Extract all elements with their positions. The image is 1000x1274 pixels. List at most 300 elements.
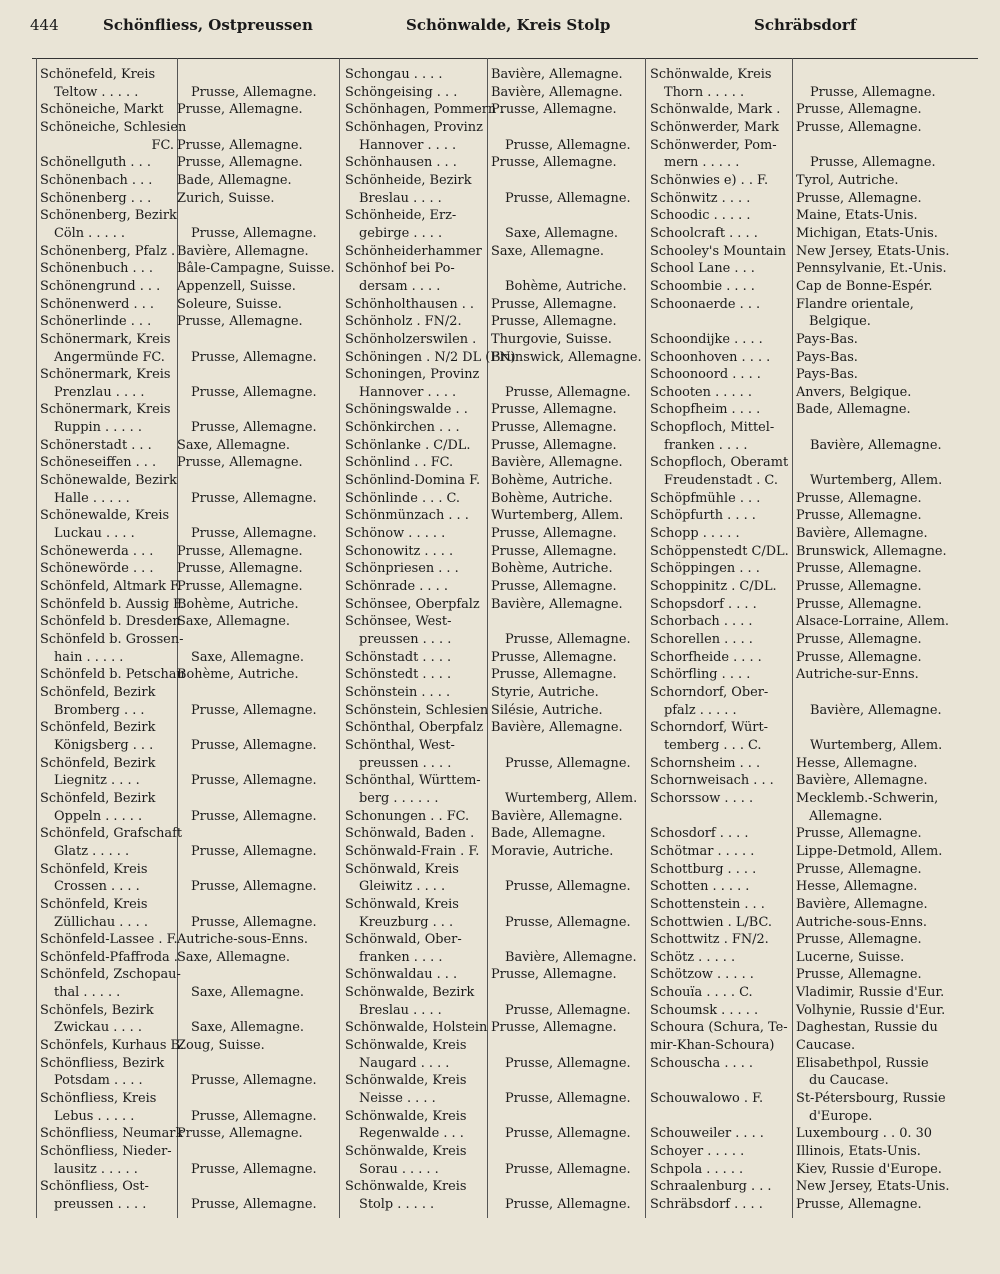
country-name: Prusse, Allemagne. bbox=[505, 190, 631, 206]
page-number: 444 bbox=[30, 16, 59, 34]
gazetteer-entry bbox=[40, 649, 351, 667]
country-name bbox=[174, 896, 337, 914]
country-name bbox=[793, 66, 944, 84]
gazetteer-entry bbox=[650, 772, 958, 790]
gazetteer-entry bbox=[650, 225, 958, 243]
country-name: Mecklemb.-Schwerin, bbox=[796, 790, 939, 806]
gazetteer-entry bbox=[345, 154, 660, 172]
country-name: Bohème, Autriche. bbox=[491, 473, 613, 489]
place-name: Schönfliess, Kreis bbox=[40, 1091, 157, 1107]
country-name: Thurgovie, Suisse. bbox=[491, 331, 612, 347]
country-name: Saxe, Allemagne. bbox=[505, 225, 618, 241]
country-name: Luxembourg . . 0. 30 bbox=[796, 1126, 932, 1142]
place-name: Schönfeld, Bezirk bbox=[40, 684, 156, 700]
country-name bbox=[488, 119, 646, 137]
gazetteer-entry bbox=[650, 278, 958, 296]
country-name: Prusse, Allemagne. bbox=[796, 967, 922, 983]
country-name: Prusse, Allemagne. bbox=[491, 420, 617, 436]
gazetteer-entry bbox=[345, 1161, 660, 1179]
place-name: franken . . . . bbox=[359, 949, 443, 965]
place-name: Hannover . . . . bbox=[359, 137, 457, 153]
country-name: Prusse, Allemagne. bbox=[491, 102, 617, 118]
country-name: Prusse, Allemagne. bbox=[177, 561, 303, 577]
country-name: Bavière, Allemagne. bbox=[491, 84, 623, 100]
country-name: Prusse, Allemagne. bbox=[505, 1055, 631, 1071]
place-name: Schönfeld, Bezirk bbox=[40, 790, 156, 806]
gazetteer-entry bbox=[650, 825, 958, 843]
country-name: Prusse, Allemagne. bbox=[505, 384, 631, 400]
country-name: Saxe, Allemagne. bbox=[177, 437, 290, 453]
gazetteer-entry bbox=[40, 66, 351, 84]
place-name: Potsdam . . . . bbox=[54, 1073, 143, 1089]
place-name: Schonowitz . . . . bbox=[345, 543, 454, 559]
place-name: Schönenbach . . . bbox=[40, 172, 153, 188]
gazetteer-entry bbox=[345, 137, 660, 155]
country-name: Prusse, Allemagne. bbox=[191, 526, 317, 542]
country-name: Bade, Allemagne. bbox=[491, 826, 606, 842]
gazetteer-entry bbox=[40, 808, 351, 826]
country-name: Allemagne. bbox=[809, 808, 883, 824]
gazetteer-entry bbox=[40, 1125, 351, 1143]
gazetteer-entry bbox=[650, 243, 958, 261]
place-name bbox=[650, 808, 793, 826]
gazetteer-entry bbox=[345, 737, 660, 755]
place-name bbox=[650, 313, 793, 331]
place-name: Crossen . . . . bbox=[54, 879, 140, 895]
country-name: Bohème, Autriche. bbox=[491, 561, 613, 577]
place-name: Schötzow . . . . . bbox=[650, 967, 754, 983]
country-name: Soleure, Suisse. bbox=[177, 296, 282, 312]
place-name: Schönfeld b. Dresden bbox=[40, 614, 181, 630]
page-header bbox=[30, 16, 980, 46]
country-name: Prusse, Allemagne. bbox=[191, 84, 317, 100]
gazetteer-entry bbox=[650, 331, 958, 349]
place-name: Schraalenburg . . . bbox=[650, 1179, 772, 1195]
country-name: Prusse, Allemagne. bbox=[810, 155, 936, 171]
place-name: Schönlind-Domina F. bbox=[345, 473, 481, 489]
gazetteer-entry bbox=[345, 207, 660, 225]
gazetteer-entry bbox=[650, 896, 958, 914]
gazetteer-entry bbox=[345, 560, 660, 578]
place-name: Schönwalde, Kreis bbox=[345, 1144, 467, 1160]
country-name: Saxe, Allemagne. bbox=[191, 649, 304, 665]
country-name: Prusse, Allemagne. bbox=[796, 579, 922, 595]
gazetteer-entry bbox=[345, 313, 660, 331]
country-name bbox=[174, 119, 337, 137]
place-name: Schorssow . . . . bbox=[650, 790, 754, 806]
place-name: Schönmünzach . . . bbox=[345, 508, 469, 524]
place-name: Schouïa . . . . C. bbox=[650, 985, 753, 1001]
gazetteer-entry bbox=[40, 84, 351, 102]
gazetteer-entry bbox=[650, 1037, 958, 1055]
gazetteer-entry bbox=[345, 649, 660, 667]
country-name: Tyrol, Autriche. bbox=[796, 172, 899, 188]
gazetteer-entry bbox=[650, 437, 958, 455]
place-name: Schottwien . L/BC. bbox=[650, 914, 772, 930]
place-name bbox=[650, 1108, 793, 1126]
place-name: temberg . . . C. bbox=[664, 737, 762, 753]
place-name: hain . . . . . bbox=[54, 649, 124, 665]
country-name: Prusse, Allemagne. bbox=[796, 649, 922, 665]
gazetteer-entry bbox=[650, 543, 958, 561]
country-name: Prusse, Allemagne. bbox=[491, 1020, 617, 1036]
place-name: Schönenberg, Bezirk bbox=[40, 208, 177, 224]
gazetteer-entry bbox=[40, 454, 351, 472]
gazetteer-entry bbox=[345, 101, 660, 119]
country-name bbox=[793, 137, 944, 155]
place-name: Schöneiche, Schlesien bbox=[40, 119, 187, 135]
gazetteer-entry bbox=[650, 1178, 958, 1196]
header-center-guide-word: Schönwalde, Kreis Stolp bbox=[406, 16, 611, 34]
gazetteer-entry bbox=[345, 419, 660, 437]
place-name: Schoodic . . . . . bbox=[650, 208, 751, 224]
country-name: Anvers, Belgique. bbox=[796, 384, 912, 400]
gazetteer-entry bbox=[650, 843, 958, 861]
gazetteer-entry bbox=[345, 949, 660, 967]
country-name bbox=[174, 1055, 337, 1073]
place-name: Schönwalde, Kreis bbox=[345, 1038, 467, 1054]
place-name: Bromberg . . . bbox=[54, 702, 145, 718]
gazetteer-entry bbox=[40, 613, 351, 631]
place-name: Schönermark, Kreis bbox=[40, 367, 171, 383]
gazetteer-entry bbox=[40, 1196, 351, 1214]
header-left-guide-word: Schönfliess, Ostpreussen bbox=[103, 16, 313, 34]
gazetteer-entry bbox=[40, 507, 351, 525]
country-name: Prusse, Allemagne. bbox=[177, 543, 303, 559]
gazetteer-entry bbox=[40, 684, 351, 702]
place-name: Schönerstadt . . . bbox=[40, 437, 152, 453]
country-name: Prusse, Allemagne. bbox=[177, 314, 303, 330]
country-name: Prusse, Allemagne. bbox=[505, 1002, 631, 1018]
country-name bbox=[174, 966, 337, 984]
country-name: Prusse, Allemagne. bbox=[177, 1126, 303, 1142]
gazetteer-entry bbox=[345, 755, 660, 773]
country-name: Prusse, Allemagne. bbox=[191, 737, 317, 753]
place-name: Schönfels, Bezirk bbox=[40, 1002, 154, 1018]
country-name: Wurtemberg, Allem. bbox=[505, 790, 638, 806]
gazetteer-entry bbox=[650, 119, 958, 137]
gazetteer-entry bbox=[40, 578, 351, 596]
country-name: Prusse, Allemagne. bbox=[491, 526, 617, 542]
place-name: Schönfels, Kurhaus B. bbox=[40, 1038, 185, 1054]
country-name: Wurtemberg, Allem. bbox=[810, 737, 943, 753]
place-name: Schönenberg, Pfalz . bbox=[40, 243, 176, 259]
country-name: d'Europe. bbox=[809, 1108, 873, 1124]
place-name: Breslau . . . . bbox=[359, 1002, 442, 1018]
country-name bbox=[174, 1002, 337, 1020]
gazetteer-entry bbox=[40, 1161, 351, 1179]
gazetteer-column-3 bbox=[650, 66, 958, 1214]
gazetteer-entry bbox=[650, 1090, 958, 1108]
place-name: Liegnitz . . . . bbox=[54, 773, 140, 789]
place-name: Schönholzerswilen . bbox=[345, 331, 477, 347]
gazetteer-entry bbox=[40, 419, 351, 437]
place-name: Naugard . . . . bbox=[359, 1055, 450, 1071]
place-name: Schönfeld-Pfaffroda . bbox=[40, 949, 178, 965]
place-name: Schongau . . . . bbox=[345, 67, 443, 82]
place-name: Schönfeld b. Petschau bbox=[40, 667, 185, 683]
gazetteer-entry bbox=[345, 543, 660, 561]
place-name: Schönstadt . . . . bbox=[345, 649, 452, 665]
place-name: Schönhof bei Po- bbox=[345, 261, 455, 277]
place-name: Schönfeld, Zschopau- bbox=[40, 967, 181, 983]
place-name: Schönhausen . . . bbox=[345, 155, 457, 171]
place-name: Schönpriesen . . . bbox=[345, 561, 459, 577]
place-name: Königsberg . . . bbox=[54, 737, 154, 753]
gazetteer-entry bbox=[650, 649, 958, 667]
gazetteer-entry bbox=[40, 1108, 351, 1126]
country-name bbox=[174, 755, 337, 773]
country-name bbox=[488, 1143, 646, 1161]
country-name: Bohème, Autriche. bbox=[491, 490, 613, 506]
place-name: Schönlanke . C/DL. bbox=[345, 437, 471, 453]
place-name: Schoonaerde . . . bbox=[650, 296, 761, 312]
gazetteer-column-1 bbox=[40, 66, 351, 1214]
country-name bbox=[174, 401, 337, 419]
gazetteer-entry bbox=[650, 419, 958, 437]
gazetteer-entry bbox=[345, 861, 660, 879]
gazetteer-entry bbox=[40, 666, 351, 684]
gazetteer-entry bbox=[40, 878, 351, 896]
country-name: Silésie, Autriche. bbox=[491, 702, 603, 718]
country-name bbox=[793, 719, 944, 737]
place-name: Schönengrund . . . bbox=[40, 278, 161, 294]
place-name: Schönfliess, Neumark bbox=[40, 1126, 184, 1142]
place-name: Schönheiderhammer bbox=[345, 243, 482, 259]
place-name: Thorn . . . . . bbox=[664, 84, 745, 100]
gazetteer-entry bbox=[650, 560, 958, 578]
gazetteer-entry bbox=[345, 1002, 660, 1020]
country-name: Zurich, Suisse. bbox=[177, 190, 275, 206]
country-name: Prusse, Allemagne. bbox=[491, 155, 617, 171]
place-name: Schpola . . . . . bbox=[650, 1161, 744, 1177]
place-name: Sorau . . . . . bbox=[359, 1161, 439, 1177]
country-name: St-Pétersbourg, Russie bbox=[796, 1091, 946, 1107]
country-name: Bavière, Allemagne. bbox=[491, 596, 623, 612]
country-name: Bohème, Autriche. bbox=[177, 596, 299, 612]
gazetteer-entry bbox=[650, 578, 958, 596]
gazetteer-entry bbox=[345, 1072, 660, 1090]
gazetteer-entry bbox=[345, 1178, 660, 1196]
place-name: Schoppinitz . C/DL. bbox=[650, 579, 777, 595]
country-name: New Jersey, Etats-Unis. bbox=[796, 1179, 950, 1195]
place-name: Schönfeld b. Grossen- bbox=[40, 632, 184, 647]
gazetteer-entry bbox=[40, 719, 351, 737]
gazetteer-entry bbox=[345, 490, 660, 508]
gazetteer-entry bbox=[345, 1037, 660, 1055]
place-name: Hannover . . . . bbox=[359, 384, 457, 400]
country-name bbox=[174, 66, 337, 84]
gazetteer-entry bbox=[345, 437, 660, 455]
place-name: Kreuzburg . . . bbox=[359, 914, 454, 930]
country-name bbox=[488, 772, 646, 790]
gazetteer-entry bbox=[345, 931, 660, 949]
country-name: Hesse, Allemagne. bbox=[796, 879, 918, 895]
country-name: Elisabethpol, Russie bbox=[796, 1055, 929, 1071]
gazetteer-entry bbox=[40, 772, 351, 790]
place-name: Schönfliess, Ost- bbox=[40, 1179, 149, 1195]
country-name: New Jersey, Etats-Unis. bbox=[796, 243, 950, 259]
place-name: Schoonhoven . . . . bbox=[650, 349, 771, 365]
place-name: Schönthal, West- bbox=[345, 737, 455, 753]
country-name: Prusse, Allemagne. bbox=[505, 1161, 631, 1177]
country-name: Alsace-Lorraine, Allem. bbox=[796, 614, 950, 630]
place-name: Oppeln . . . . . bbox=[54, 808, 143, 824]
place-name: Schräbsdorf . . . . bbox=[650, 1197, 763, 1212]
country-name: Autriche-sous-Enns. bbox=[796, 914, 927, 930]
gazetteer-entry bbox=[650, 1161, 958, 1179]
gazetteer-entry bbox=[650, 260, 958, 278]
gazetteer-entry bbox=[40, 119, 351, 137]
gazetteer-entry bbox=[650, 596, 958, 614]
country-name: Saxe, Allemagne. bbox=[177, 614, 290, 630]
place-name: Schönwalde, Kreis bbox=[345, 1108, 467, 1124]
gazetteer-entry bbox=[40, 207, 351, 225]
gazetteer-entry bbox=[345, 296, 660, 314]
gazetteer-entry bbox=[40, 401, 351, 419]
place-name: Schönheide, Bezirk bbox=[345, 172, 472, 188]
country-name: Zoug, Suisse. bbox=[177, 1038, 265, 1054]
gazetteer-entry bbox=[40, 949, 351, 967]
country-name bbox=[488, 1178, 646, 1196]
country-name: Bavière, Allemagne. bbox=[810, 437, 942, 453]
place-name: Cöln . . . . . bbox=[54, 225, 126, 241]
gazetteer-entry bbox=[650, 296, 958, 314]
gazetteer-entry bbox=[650, 154, 958, 172]
gazetteer-entry bbox=[650, 666, 958, 684]
place-name: Neisse . . . . bbox=[359, 1091, 436, 1107]
country-name: du Caucase. bbox=[809, 1073, 889, 1089]
gazetteer-entry bbox=[650, 1125, 958, 1143]
gazetteer-entry bbox=[40, 1090, 351, 1108]
place-name: mir-Khan-Schoura) bbox=[650, 1038, 775, 1054]
place-name: gebirge . . . . bbox=[359, 225, 443, 241]
gazetteer-entry bbox=[40, 702, 351, 720]
column-divider bbox=[36, 58, 37, 1218]
country-name: Bavière, Allemagne. bbox=[491, 808, 623, 824]
gazetteer-entry bbox=[40, 384, 351, 402]
gazetteer-entry bbox=[40, 260, 351, 278]
gazetteer-entry bbox=[650, 631, 958, 649]
place-name: thal . . . . . bbox=[54, 985, 121, 1001]
gazetteer-entry bbox=[650, 861, 958, 879]
country-name: Wurtemberg, Allem. bbox=[491, 508, 624, 524]
place-name: Schönellguth . . . bbox=[40, 155, 151, 171]
place-name: Schönfeld b. Aussig F. bbox=[40, 596, 185, 612]
gazetteer-entry bbox=[650, 737, 958, 755]
gazetteer-entry bbox=[40, 914, 351, 932]
gazetteer-entry bbox=[345, 966, 660, 984]
country-name bbox=[174, 472, 337, 490]
gazetteer-entry bbox=[650, 702, 958, 720]
place-name: Schönwalde, Kreis bbox=[345, 1073, 467, 1089]
gazetteer-entry bbox=[345, 914, 660, 932]
country-name: Saxe, Allemagne. bbox=[191, 1020, 304, 1036]
gazetteer-entry bbox=[650, 1072, 958, 1090]
country-name: Prusse, Allemagne. bbox=[491, 314, 617, 330]
gazetteer-entry bbox=[650, 172, 958, 190]
place-name: Breslau . . . . bbox=[359, 190, 442, 206]
country-name: Prusse, Allemagne. bbox=[796, 826, 922, 842]
gazetteer-entry bbox=[40, 225, 351, 243]
place-name bbox=[650, 1072, 793, 1090]
gazetteer-entry bbox=[40, 896, 351, 914]
gazetteer-entry bbox=[650, 507, 958, 525]
country-name: Bade, Allemagne. bbox=[177, 172, 292, 188]
country-name bbox=[174, 1143, 337, 1161]
place-name: Schönhagen, Provinz bbox=[345, 119, 483, 135]
gazetteer-entry bbox=[650, 1108, 958, 1126]
gazetteer-entry bbox=[650, 472, 958, 490]
country-name: Prusse, Allemagne. bbox=[191, 1161, 317, 1177]
country-name bbox=[793, 684, 944, 702]
gazetteer-entry bbox=[650, 401, 958, 419]
place-name: pfalz . . . . . bbox=[664, 702, 737, 718]
gazetteer-entry bbox=[345, 1055, 660, 1073]
gazetteer-entry bbox=[40, 1072, 351, 1090]
country-name: Prusse, Allemagne. bbox=[796, 508, 922, 524]
place-name: Schornweisach . . . bbox=[650, 773, 774, 789]
place-name: Schoumsk . . . . . bbox=[650, 1002, 759, 1018]
place-name: Schönthal, Oberpfalz bbox=[345, 720, 484, 736]
gazetteer-entry bbox=[40, 172, 351, 190]
place-name: Zwickau . . . . bbox=[54, 1020, 142, 1036]
gazetteer-entry bbox=[40, 331, 351, 349]
gazetteer-entry bbox=[650, 1002, 958, 1020]
gazetteer-entry bbox=[345, 260, 660, 278]
gazetteer-entry bbox=[40, 737, 351, 755]
country-name: Prusse, Allemagne. bbox=[177, 579, 303, 595]
country-name: Prusse, Allemagne. bbox=[491, 649, 617, 665]
gazetteer-entry bbox=[40, 861, 351, 879]
country-name bbox=[488, 366, 646, 384]
place-name: preussen . . . . bbox=[359, 755, 452, 771]
place-name: Schönow . . . . . bbox=[345, 526, 446, 542]
gazetteer-entry bbox=[650, 755, 958, 773]
gazetteer-entry bbox=[650, 790, 958, 808]
gazetteer-entry bbox=[345, 507, 660, 525]
place-name: Schooten . . . . . bbox=[650, 384, 752, 400]
country-name bbox=[174, 790, 337, 808]
gazetteer-entry bbox=[650, 914, 958, 932]
country-name: Prusse, Allemagne. bbox=[177, 155, 303, 171]
gazetteer-entry bbox=[650, 719, 958, 737]
place-name: Schöpfmühle . . . bbox=[650, 490, 761, 506]
place-name: Schoonoord . . . . bbox=[650, 367, 761, 383]
gazetteer-entry bbox=[345, 808, 660, 826]
gazetteer-entry bbox=[345, 613, 660, 631]
country-name: Prusse, Allemagne. bbox=[505, 632, 631, 647]
country-name bbox=[488, 1108, 646, 1126]
gazetteer-entry bbox=[40, 825, 351, 843]
gazetteer-entry bbox=[650, 1019, 958, 1037]
gazetteer-entry bbox=[650, 684, 958, 702]
gazetteer-entry bbox=[345, 225, 660, 243]
place-name: Schönhagen, Pommern . bbox=[345, 102, 505, 118]
gazetteer-entry bbox=[40, 366, 351, 384]
gazetteer-entry bbox=[345, 84, 660, 102]
country-name: Michigan, Etats-Unis. bbox=[796, 225, 938, 241]
place-name: Schönwalde, Mark . bbox=[650, 102, 781, 118]
place-name: Schöningswalde . . bbox=[345, 402, 468, 418]
gazetteer-entry bbox=[650, 313, 958, 331]
country-name: Caucase. bbox=[796, 1038, 856, 1054]
gazetteer-entry bbox=[40, 1002, 351, 1020]
place-name: Schönsee, West- bbox=[345, 614, 452, 630]
country-name bbox=[488, 931, 646, 949]
place-name: berg . . . . . . bbox=[359, 790, 439, 806]
gazetteer-entry bbox=[40, 843, 351, 861]
